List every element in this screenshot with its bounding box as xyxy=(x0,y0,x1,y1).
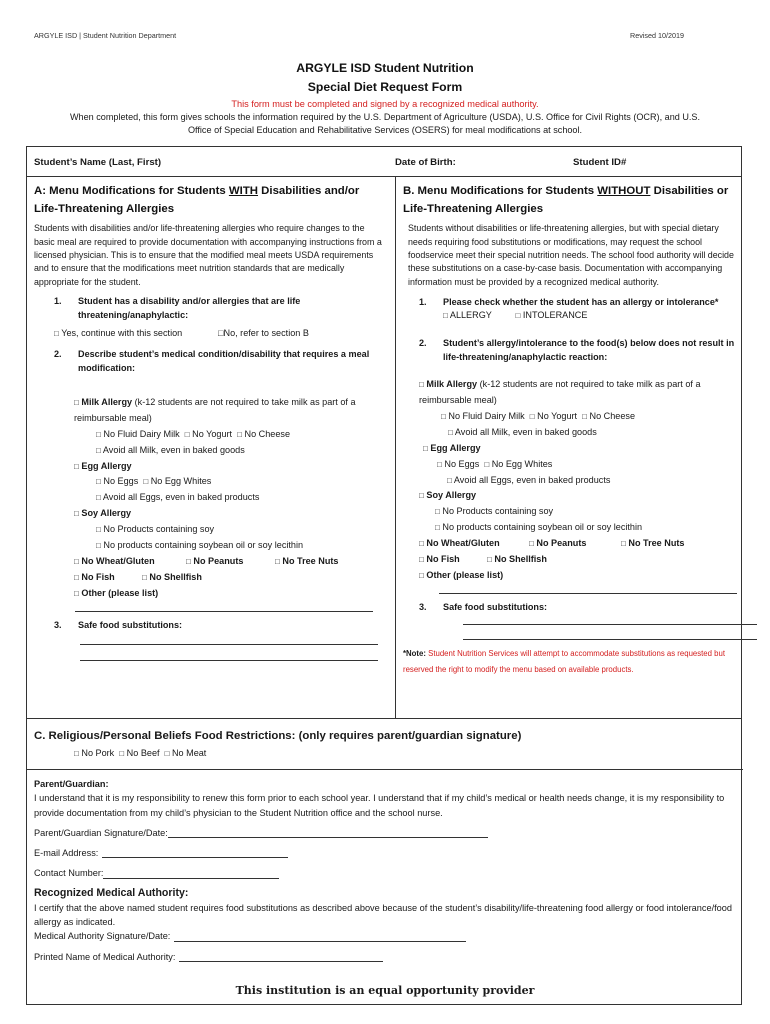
printed-name-row: Printed Name of Medical Authority: xyxy=(34,950,736,964)
form-title-line2: Special Diet Request Form xyxy=(307,79,463,94)
allergy-checkbox[interactable]: □ ALLERGY xyxy=(443,310,492,321)
revision-date: Revised 10/2019 xyxy=(630,31,684,40)
a-other-allergens-row2 xyxy=(74,570,386,586)
section-a-heading: A: Menu Modifications for Students WITH Disabilities and/or Life-Threatening Allergies xyxy=(34,185,360,215)
student-name-field[interactable]: Student’s Name (Last, First) xyxy=(34,157,162,168)
section-a xyxy=(34,183,386,661)
a-no-wheat[interactable]: □ No Wheat/Gluten xyxy=(74,555,155,566)
a-avoid-milk[interactable]: □ Avoid all Milk, even in baked goods xyxy=(96,444,245,455)
a-milk-allergy[interactable]: □ Milk Allergy (k-12 students are not required to take milk as part of a reimbursable meal) xyxy=(74,396,356,423)
section-c-heading: C. Religious/Personal Beliefs Food Restrictions: (only requires parent/guardian signature) xyxy=(34,730,522,742)
section-b-description: Students without disabilities or life-threatening allergies, but with special dietary needs requiring food substitutions or modifications, may request the school foodservice meet their special nutrition needs. The school food authority will decide these substitutions on a case-by-case basis. Documentation with accompanying information must be provided by a recognized medical authority. xyxy=(408,223,734,287)
a-substitution-line-2[interactable] xyxy=(80,660,378,661)
a-milk-options xyxy=(96,427,386,459)
a-soy-allergy[interactable]: □ Soy Allergy xyxy=(74,508,132,519)
dob-field[interactable]: Date of Birth: xyxy=(395,157,456,168)
department-label: ARGYLE ISD | Student Nutrition Department xyxy=(34,31,177,40)
a-no-yogurt[interactable]: □ No Yogurt xyxy=(184,428,233,439)
section-a-yes-no xyxy=(54,326,386,340)
a-no-egg-whites[interactable]: □ No Egg Whites xyxy=(143,476,212,487)
section-c-options xyxy=(74,746,734,760)
section-a-q1: 1. Student has a disability and/or allergies that are life threatening/anaphylactic: xyxy=(54,296,301,321)
section-c-content xyxy=(34,728,734,760)
b-no-soy-oil[interactable]: □ No products containing soybean oil or soy lecithin xyxy=(435,522,643,533)
student-info-row xyxy=(26,146,742,177)
b-milk-options xyxy=(441,409,739,441)
equal-opportunity-statement: This institution is an equal opportunity provider xyxy=(235,984,535,997)
section-b-allergy-type xyxy=(443,309,739,322)
no-meat-checkbox[interactable]: □ No Meat xyxy=(164,747,207,758)
page-header xyxy=(34,31,684,41)
a-soy-options xyxy=(96,522,386,554)
medical-heading: Recognized Medical Authority: xyxy=(34,886,189,899)
sections-ab xyxy=(26,177,742,719)
a-other-list[interactable]: □ Other (please list) xyxy=(74,587,159,598)
medical-statement: I certify that the above named student requires food substitutions as described above because of the student’s disability/life-threatening food allergy or food intolerance/food allergy as indicated. xyxy=(34,902,733,928)
b-substitution-line-2[interactable] xyxy=(463,639,757,640)
medical-signature-line[interactable] xyxy=(174,941,466,942)
a-no-soy-oil[interactable]: □ No products containing soybean oil or soy lecithin xyxy=(96,540,304,551)
section-c-divider xyxy=(27,769,743,770)
parent-heading: Parent/Guardian: xyxy=(34,779,109,789)
b-no-yogurt[interactable]: □ No Yogurt xyxy=(529,410,578,421)
b-soy-allergy[interactable]: □ Soy Allergy xyxy=(419,490,477,501)
intolerance-checkbox[interactable]: □ INTOLERANCE xyxy=(515,310,588,321)
a-no-soy[interactable]: □ No Products containing soy xyxy=(96,524,215,535)
parent-signature-line[interactable] xyxy=(168,837,488,838)
a-no-eggs[interactable]: □ No Eggs xyxy=(96,476,139,487)
parent-signature-row: Parent/Guardian Signature/Date: xyxy=(34,826,736,840)
a-no-tree-nuts[interactable]: □ No Tree Nuts xyxy=(275,555,339,566)
email-line[interactable] xyxy=(102,857,288,858)
b-egg-options xyxy=(437,457,739,489)
b-avoid-eggs[interactable]: □ Avoid all Eggs, even in baked products xyxy=(447,474,611,485)
a-avoid-eggs[interactable]: □ Avoid all Eggs, even in baked products xyxy=(96,492,260,503)
b-no-shellfish[interactable]: □ No Shellfish xyxy=(487,554,547,565)
b-no-cheese[interactable]: □ No Cheese xyxy=(582,410,636,421)
b-avoid-milk[interactable]: □ Avoid all Milk, even in baked goods xyxy=(448,426,597,437)
b-other-list[interactable]: □ Other (please list) xyxy=(419,570,504,581)
b-no-tree-nuts[interactable]: □ No Tree Nuts xyxy=(621,538,685,549)
required-note: This form must be completed and signed by a recognized medical authority. xyxy=(231,98,539,109)
b-other-allergens-row2 xyxy=(419,552,739,568)
student-id-field[interactable]: Student ID# xyxy=(573,157,627,168)
a-substitution-line-1[interactable] xyxy=(80,644,378,645)
contact-row: Contact Number: xyxy=(34,866,736,880)
checkbox-icon: □ xyxy=(218,328,224,339)
b-egg-allergy[interactable]: □ Egg Allergy xyxy=(423,442,481,453)
signature-area xyxy=(34,777,736,964)
a-other-allergens-row1 xyxy=(74,554,386,570)
a-no-fish[interactable]: □ No Fish xyxy=(74,571,115,582)
b-no-fish[interactable]: □ No Fish xyxy=(419,554,460,565)
a-no-peanuts[interactable]: □ No Peanuts xyxy=(186,555,244,566)
a-no-cheese[interactable]: □ No Cheese xyxy=(237,428,291,439)
form-title-line1: ARGYLE ISD Student Nutrition xyxy=(296,61,474,75)
checkbox-icon: □ xyxy=(54,329,59,339)
b-no-egg-whites[interactable]: □ No Egg Whites xyxy=(484,458,553,469)
section-a-q2: 2. Describe student’s medical condition/disability that requires a meal modification: xyxy=(54,348,370,373)
section-a-q3: 3. Safe food substitutions: xyxy=(54,619,183,630)
b-no-eggs[interactable]: □ No Eggs xyxy=(437,458,480,469)
medical-signature-row: Medical Authority Signature/Date: xyxy=(34,929,736,943)
section-c xyxy=(26,719,742,1005)
section-b-q3: 3. Safe food substitutions: xyxy=(419,601,548,612)
no-beef-checkbox[interactable]: □ No Beef xyxy=(119,747,160,758)
b-no-wheat[interactable]: □ No Wheat/Gluten xyxy=(419,538,500,549)
no-pork-checkbox[interactable]: □ No Pork xyxy=(74,747,115,758)
b-note: *Note: Student Nutrition Services will attempt to accommodate substitutions as requested but reserved the right to modify the menu based on available products. xyxy=(403,649,725,674)
title-block xyxy=(0,59,770,138)
section-a-description: Students with disabilities and/or life-threatening allergies who require changes to the basic meal are required to provide documentation with accompanying instructions from a licensed physician. This is to ensure that the modified meal meets USDA requirements and to ensure that the modifications meet nutrition standards that are medically appropriate for the student. xyxy=(34,223,382,287)
b-substitution-line-1[interactable] xyxy=(463,624,757,625)
parent-statement: I understand that it is my responsibility to renew this form prior to each school year. I understand that if my child’s medical or health needs change, it is my responsibility to provide documentation from my child’s physician to the Student Nutrition office and the school nurse. xyxy=(34,793,725,818)
b-no-peanuts[interactable]: □ No Peanuts xyxy=(529,538,587,549)
yes-checkbox[interactable]: □ Yes, continue with this section xyxy=(54,328,183,339)
column-divider xyxy=(395,177,396,718)
a-egg-allergy[interactable]: □ Egg Allergy xyxy=(74,460,132,471)
a-no-shellfish[interactable]: □ No Shellfish xyxy=(142,571,202,582)
b-other-line[interactable] xyxy=(439,593,737,594)
a-egg-options xyxy=(96,474,386,506)
checkbox-icon: □ xyxy=(74,397,79,407)
a-no-fluid-milk[interactable]: □ No Fluid Dairy Milk xyxy=(96,428,180,439)
b-no-fluid-milk[interactable]: □ No Fluid Dairy Milk xyxy=(441,410,525,421)
section-b-q1: 1. Please check whether the student has an allergy or intolerance* xyxy=(419,297,719,308)
b-milk-allergy[interactable]: □ Milk Allergy (k-12 students are not required to take milk as part of a reimbursable meal) xyxy=(419,379,701,406)
b-soy-options xyxy=(435,504,739,536)
contact-line[interactable] xyxy=(103,878,279,879)
printed-name-line[interactable] xyxy=(179,961,383,962)
section-b-q2: 2. Student’s allergy/intolerance to the food(s) below does not result in life-threatening/anaphylactic reaction: xyxy=(419,337,735,363)
b-other-allergens-row1 xyxy=(419,536,739,552)
section-b xyxy=(403,183,739,677)
email-row: E-mail Address: xyxy=(34,846,736,860)
a-other-line[interactable] xyxy=(75,611,373,612)
no-checkbox[interactable]: □No, refer to section B xyxy=(218,328,309,339)
intro-text: When completed, this form gives schools the information required by the U.S. Department of Agriculture (USDA), U.S. Office for Civil Rights (OCR), and U.S. Office of Special Education and Rehabilitative Services (OSERS) for meal modifications at school. xyxy=(69,112,701,136)
b-no-soy[interactable]: □ No Products containing soy xyxy=(435,506,554,517)
section-b-heading: B. Menu Modifications for Students WITHOUT Disabilities or Life-Threatening Allergies xyxy=(403,185,729,215)
